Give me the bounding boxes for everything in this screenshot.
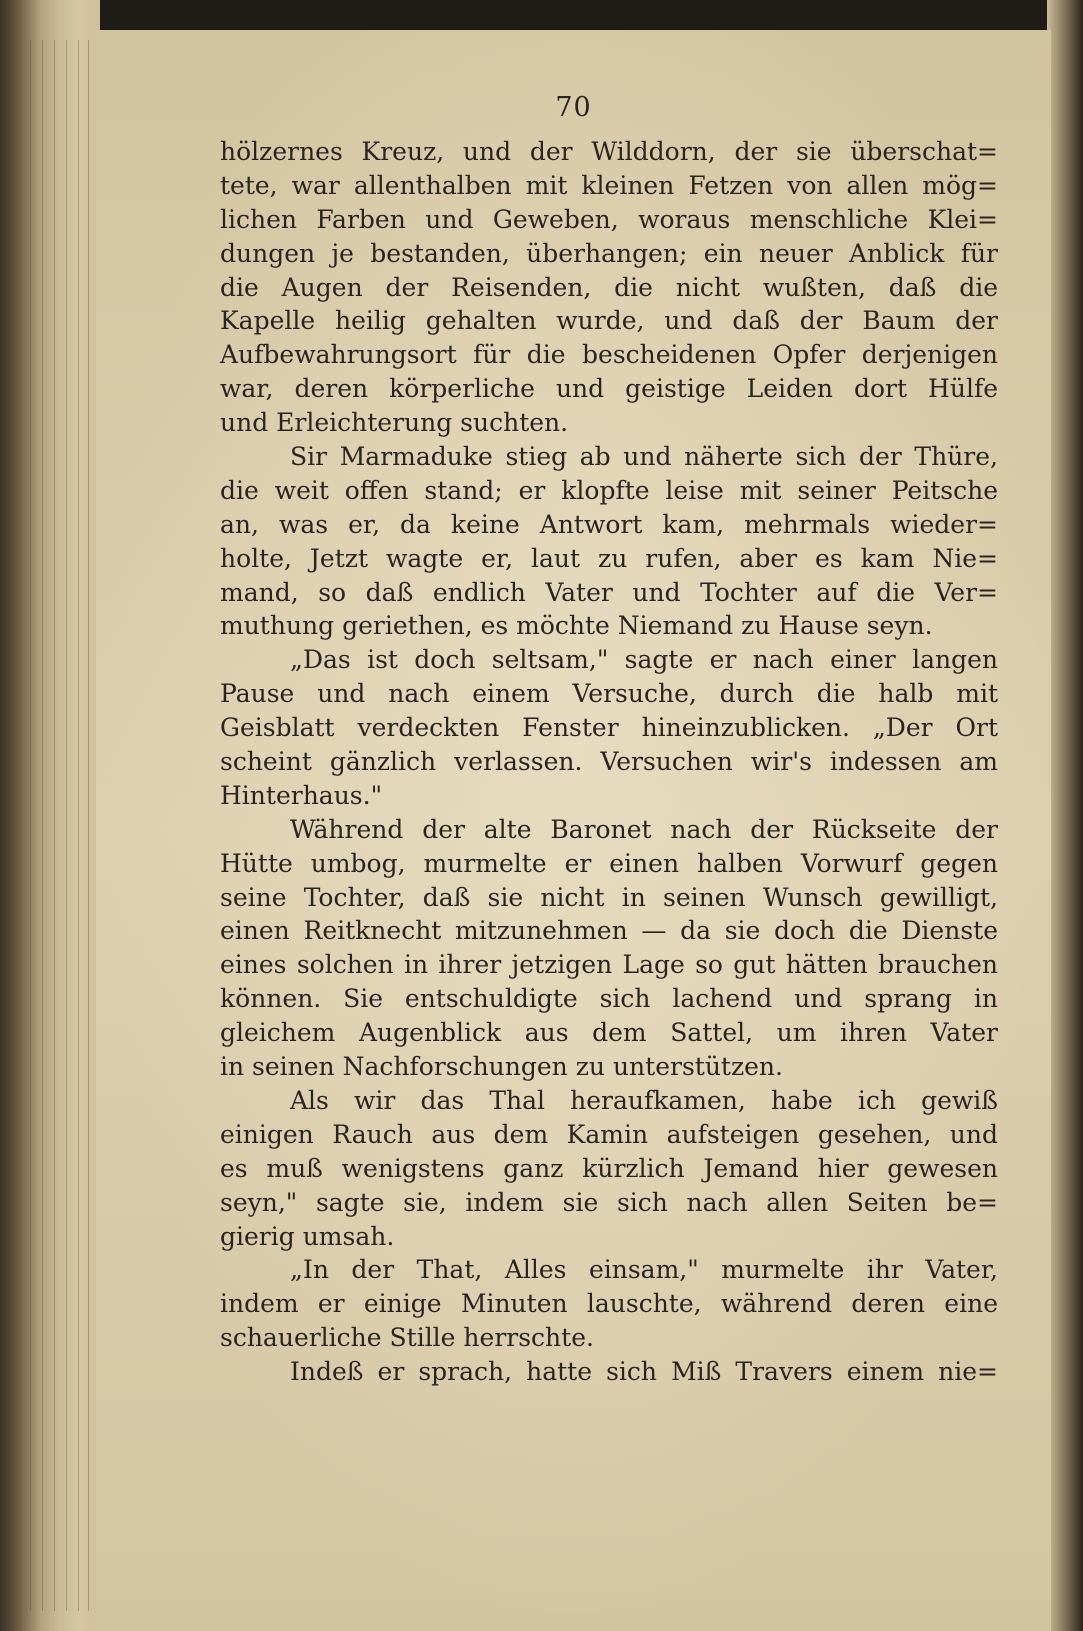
text-line: Hinterhaus." xyxy=(220,780,383,810)
page-edge-line xyxy=(42,40,43,1611)
stacked-page-edges xyxy=(0,0,100,1631)
text-line: gleichem Augenblick aus dem Sattel, um ihren Vater xyxy=(220,1018,998,1048)
text-line: schauerliche Stille herrschte. xyxy=(220,1323,594,1353)
text-line: Hütte umbog, murmelte er einen halben Vorwurf gegen xyxy=(220,848,998,878)
text-line: scheint gänzlich verlassen. Versuchen wir's indessen am xyxy=(220,747,998,777)
text-line: indem er einige Minuten lauschte, während deren eine xyxy=(220,1289,998,1319)
text-line: Kapelle heilig gehalten wurde, und daß der Baum der xyxy=(220,306,998,336)
text-line: seine Tochter, daß sie nicht in seinen Wunsch gewilligt, xyxy=(220,882,998,912)
text-line: „In der That, Alles einsam," murmelte ihr Vater, xyxy=(290,1255,998,1285)
text-line: die Augen der Reisenden, die nicht wußten, daß die xyxy=(220,272,998,302)
body-text xyxy=(220,135,998,1389)
text-line: es muß wenigstens ganz kürzlich Jemand hier gewesen xyxy=(220,1153,998,1183)
text-line: hölzernes Kreuz, und der Wilddorn, der sie überschat= xyxy=(220,137,998,166)
text-line: lichen Farben und Geweben, woraus menschliche Klei= xyxy=(220,204,998,234)
text-line: einigen Rauch aus dem Kamin aufsteigen gesehen, und xyxy=(220,1119,998,1149)
text-line: Aufbewahrungsort für die bescheidenen Opfer derjenigen xyxy=(220,340,998,370)
text-line: muthung geriethen, es möchte Niemand zu Hause seyn. xyxy=(220,611,933,641)
page-edge-line xyxy=(78,40,79,1611)
page-number: 70 xyxy=(555,92,592,123)
text-line: gierig umsah. xyxy=(220,1221,395,1251)
text-line: Geisblatt verdeckten Fenster hineinzublicken. „Der Ort xyxy=(220,713,998,743)
text-line: Als wir das Thal heraufkamen, habe ich gewiß xyxy=(290,1085,998,1115)
gutter-shadow xyxy=(1047,0,1083,1631)
page-edge-line xyxy=(30,40,31,1611)
text-line: in seinen Nachforschungen zu unterstützen. xyxy=(220,1052,783,1082)
page-edge-line xyxy=(54,40,55,1611)
text-line: tete, war allenthalben mit kleinen Fetzen von allen mög= xyxy=(220,170,998,200)
text-line: die weit offen stand; er klopfte leise mit seiner Peitsche xyxy=(220,475,998,505)
text-line: Während der alte Baronet nach der Rückseite der xyxy=(290,814,998,844)
text-line: Sir Marmaduke stieg ab und näherte sich der Thüre, xyxy=(290,442,998,472)
text-line: einen Reitknecht mitzunehmen — da sie doch die Dienste xyxy=(220,916,998,946)
text-line: war, deren körperliche und geistige Leiden dort Hülfe xyxy=(220,374,998,404)
text-line: können. Sie entschuldigte sich lachend und sprang in xyxy=(220,984,998,1014)
page-edge-line xyxy=(88,40,89,1611)
text-line: mand, so daß endlich Vater und Tochter auf die Ver= xyxy=(220,577,998,607)
page-edge-line xyxy=(66,40,67,1611)
book-page xyxy=(96,30,1051,1631)
text-line: „Das ist doch seltsam," sagte er nach einer langen xyxy=(290,645,998,675)
text-line: Pause und nach einem Versuche, durch die halb mit xyxy=(220,679,998,709)
text-line: an, was er, da keine Antwort kam, mehrmals wieder= xyxy=(220,509,998,539)
text-line: und Erleichterung suchten. xyxy=(220,408,569,438)
text-line: Indeß er sprach, hatte sich Miß Travers einem nie= xyxy=(290,1357,998,1387)
text-line: eines solchen in ihrer jetzigen Lage so gut hätten brauchen xyxy=(220,950,998,980)
text-line: seyn," sagte sie, indem sie sich nach allen Seiten be= xyxy=(220,1187,998,1217)
text-line: dungen je bestanden, überhangen; ein neuer Anblick für xyxy=(220,238,998,268)
text-line: holte, Jetzt wagte er, laut zu rufen, aber es kam Nie= xyxy=(220,543,998,573)
